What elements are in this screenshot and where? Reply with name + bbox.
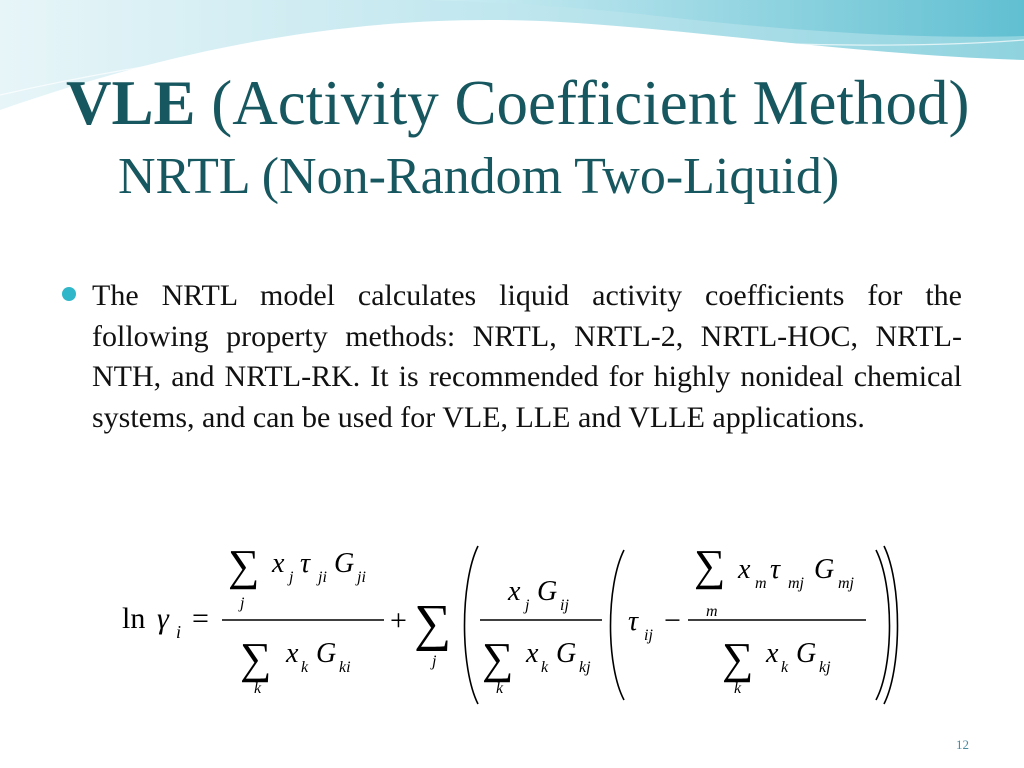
- g-subscript: ji: [357, 569, 366, 586]
- g-subscript: mj: [838, 575, 854, 592]
- nrtl-formula: [0, 528, 1024, 718]
- sum-sign: ∑: [694, 541, 726, 590]
- tau-subscript: mj: [788, 575, 804, 592]
- x-subscript: j: [525, 597, 530, 614]
- minus-sign: −: [664, 604, 681, 637]
- sum-index: k: [254, 680, 262, 697]
- x-subscript: k: [541, 659, 549, 676]
- title-bold: VLE: [66, 68, 196, 138]
- g-subscript: ki: [339, 659, 351, 676]
- x-subscript: m: [755, 575, 767, 592]
- g-var: G: [334, 548, 355, 579]
- g-var: G: [814, 554, 835, 585]
- gamma-subscript: i: [176, 622, 182, 642]
- x-var: x: [286, 638, 299, 669]
- sum-index: j: [240, 595, 245, 612]
- sum-sign: ∑: [722, 634, 754, 683]
- sum-index: k: [496, 680, 504, 697]
- x-var: x: [738, 554, 751, 585]
- tau-var: τ: [770, 554, 781, 585]
- plus-sign: +: [390, 604, 407, 637]
- x-var: x: [766, 638, 779, 669]
- g-var: G: [556, 638, 577, 669]
- gamma-symbol: γ: [157, 602, 169, 635]
- g-var: G: [537, 576, 558, 607]
- g-var: G: [796, 638, 817, 669]
- sum-sign: ∑: [240, 634, 272, 683]
- x-subscript: k: [781, 659, 789, 676]
- tau-subscript: ji: [318, 569, 327, 586]
- sum-index: j: [432, 653, 437, 670]
- g-subscript: kj: [579, 659, 591, 676]
- outer-left-paren: [465, 546, 479, 704]
- sum-sign: ∑: [228, 541, 260, 590]
- x-var: x: [508, 576, 521, 607]
- inner-left-paren: [611, 550, 625, 700]
- ln-symbol: ln: [122, 602, 146, 635]
- sum-index: m: [706, 603, 718, 620]
- g-subscript: kj: [819, 659, 831, 676]
- x-var: x: [526, 638, 539, 669]
- g-var: G: [316, 638, 337, 669]
- x-subscript: k: [301, 659, 309, 676]
- sum-sign: ∑: [414, 595, 452, 652]
- x-subscript: j: [289, 569, 294, 586]
- sum-index: k: [734, 680, 742, 697]
- tau-var: τ: [628, 606, 639, 637]
- outer-right-paren: [884, 546, 898, 704]
- equals-sign: =: [192, 602, 209, 635]
- page-number: 12: [956, 737, 969, 752]
- sum-sign: ∑: [482, 634, 514, 683]
- title-rest: (Activity Coefficient Method): [211, 68, 970, 138]
- slide-title: [66, 70, 1006, 136]
- tau-subscript: ij: [644, 627, 653, 644]
- slide-subtitle: NRTL (Non-Random Two-Liquid): [118, 148, 840, 205]
- g-subscript: ij: [560, 597, 569, 614]
- inner-right-paren: [876, 550, 890, 700]
- x-var: x: [272, 548, 285, 579]
- bullet-text: The NRTL model calculates liquid activity coefficients for the following property methods: NRTL, NRTL-2, NRTL-HOC, NRTL-NTH, and NRTL-RK. It is recommended for highly nonideal chemical systems, and can be used for VLE, LLE and VLLE applications.: [92, 279, 962, 434]
- tau-var: τ: [300, 548, 311, 579]
- bullet-dot-icon: [62, 287, 76, 301]
